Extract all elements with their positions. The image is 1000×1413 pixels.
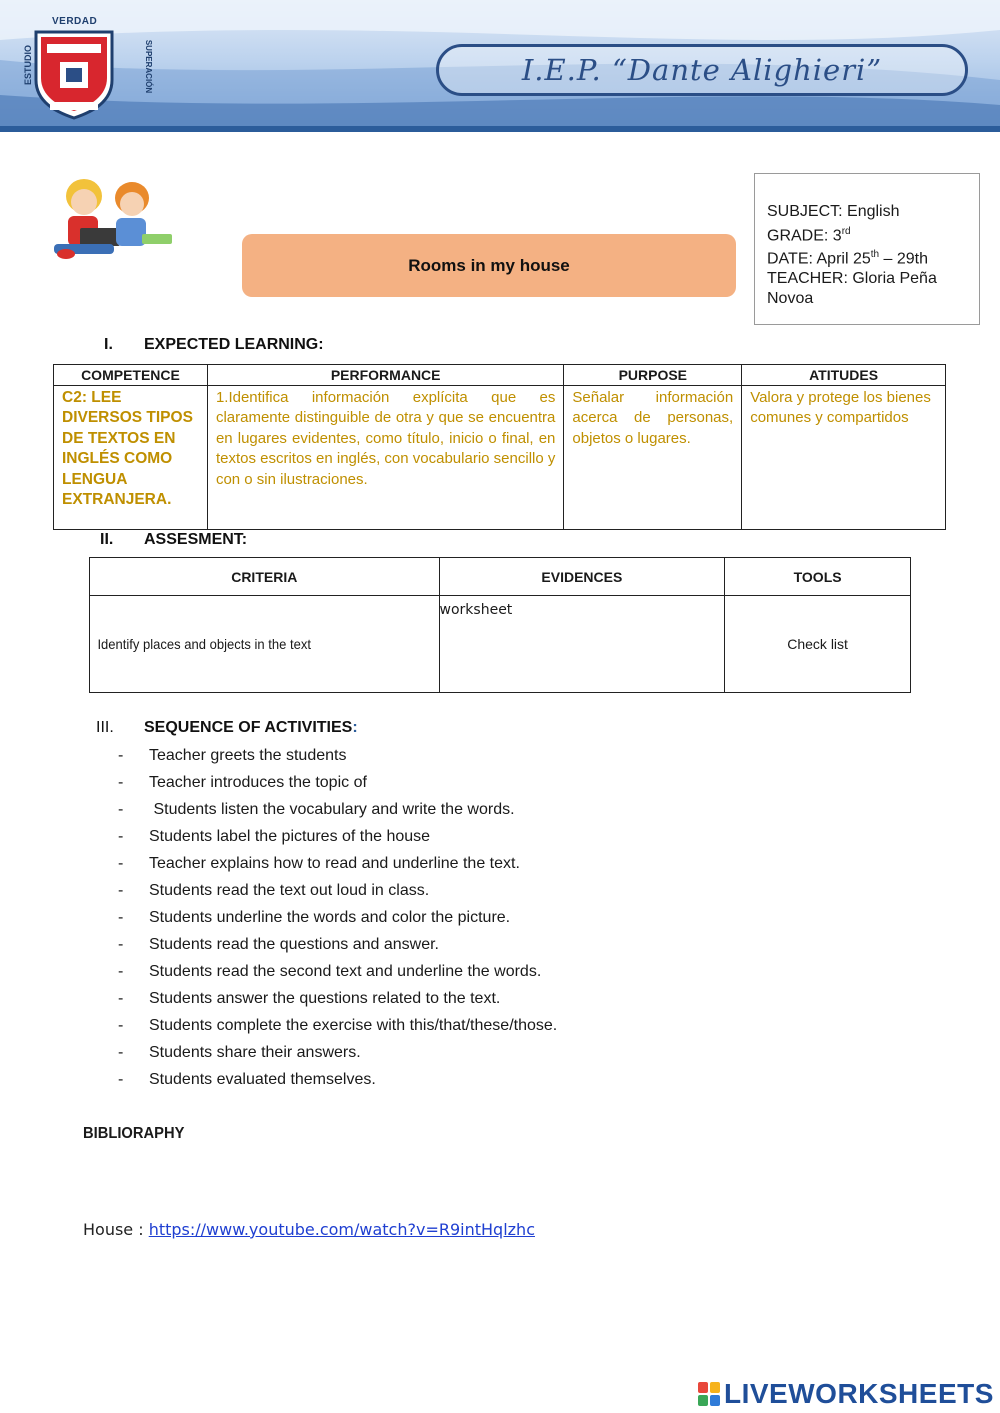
- bibliography-heading: BIBLIORAPHY: [83, 1125, 185, 1142]
- list-item: [118, 826, 818, 853]
- date-end: – 29th: [879, 250, 929, 268]
- grade-suffix: rd: [841, 225, 851, 237]
- kids-reading-illustration: [50, 170, 182, 262]
- list-item: [118, 1042, 818, 1069]
- purpose-cell: Señalar información acerca de personas, objetos o lugares.: [564, 386, 742, 530]
- bullet-dash: -: [118, 747, 124, 764]
- crest-right-label: SUPERACIÓN: [144, 39, 154, 94]
- course-info-box: [754, 173, 980, 325]
- activity-text: Students label the pictures of the house: [149, 828, 431, 845]
- column-header-criteria: CRITERIA: [90, 558, 440, 596]
- section-number: II.: [100, 531, 114, 548]
- crest-top-label: VERDAD: [52, 16, 98, 27]
- bullet-dash: -: [118, 990, 124, 1007]
- school-name: I.E.P. “Dante Alighieri”: [521, 53, 883, 87]
- bullet-dash: -: [118, 936, 124, 953]
- section-activities-heading: [96, 719, 358, 737]
- section-label: SEQUENCE OF ACTIVITIES: [144, 719, 353, 736]
- bullet-dash: -: [118, 963, 124, 980]
- section-number: III.: [96, 719, 114, 736]
- list-item: [118, 934, 818, 961]
- activity-text: Students answer the questions related to the text.: [149, 990, 501, 1007]
- list-item: [118, 1015, 818, 1042]
- activity-text: Students read the questions and answer.: [149, 936, 439, 953]
- bullet-dash: -: [118, 801, 124, 818]
- competence-cell: C2: LEE DIVERSOS TIPOS DE TEXTOS EN INGLÉS COMO LENGUA EXTRANJERA.: [54, 386, 208, 530]
- date-start: DATE: April 25: [767, 250, 871, 268]
- bullet-dash: -: [118, 855, 124, 872]
- list-item: [118, 988, 818, 1015]
- activity-text: Students listen the vocabulary and write the words.: [149, 801, 515, 818]
- bullet-dash: -: [118, 882, 124, 899]
- worksheet-title: Rooms in my house: [408, 255, 570, 275]
- list-item: [118, 1069, 818, 1096]
- bullet-dash: -: [118, 828, 124, 845]
- evidences-cell: worksheet: [439, 596, 725, 693]
- list-item: [118, 961, 818, 988]
- banner-bottom-rule: [0, 126, 1000, 132]
- bullet-dash: -: [118, 774, 124, 791]
- date-line: [767, 245, 967, 269]
- grade-line: [767, 222, 967, 246]
- table-row: [54, 386, 946, 530]
- table-row: [90, 596, 911, 693]
- section-assessment-heading: [100, 531, 247, 549]
- activity-text: Teacher explains how to read and underline the text.: [149, 855, 520, 872]
- activity-text: Teacher greets the students: [149, 747, 347, 764]
- liveworksheets-logo: [698, 1378, 994, 1410]
- bibliography-entry: [83, 1220, 535, 1239]
- column-header-performance: PERFORMANCE: [207, 365, 563, 386]
- column-header-purpose: PURPOSE: [564, 365, 742, 386]
- subject-line: SUBJECT: English: [767, 203, 900, 220]
- teacher-line: TEACHER: Gloria Peña Novoa: [767, 270, 937, 307]
- section-label: ASSESMENT:: [144, 531, 248, 548]
- grade-text: GRADE: 3: [767, 226, 842, 244]
- expected-learning-table: [53, 364, 946, 530]
- list-item: [118, 799, 818, 826]
- activity-text: Students read the second text and underline the words.: [149, 963, 542, 980]
- table-header-row: [90, 558, 911, 596]
- activity-text: Students underline the words and color the picture.: [149, 909, 511, 926]
- assessment-table: [89, 557, 911, 693]
- date-suffix-sup: th: [870, 249, 880, 261]
- column-header-competence: COMPETENCE: [54, 365, 208, 386]
- bibliography-label: House :: [83, 1220, 149, 1239]
- bullet-dash: -: [118, 909, 124, 926]
- activity-text: Students evaluated themselves.: [149, 1071, 376, 1088]
- list-item: [118, 880, 818, 907]
- criteria-cell: [90, 596, 440, 693]
- section-label: EXPECTED LEARNING:: [144, 336, 324, 353]
- activity-text: Students read the text out loud in class.: [149, 882, 430, 899]
- list-item: [118, 907, 818, 934]
- header-banner: [0, 0, 1000, 132]
- bullet-dash: -: [118, 1071, 124, 1088]
- liveworksheets-logo-icon: [698, 1382, 720, 1406]
- youtube-link[interactable]: https://www.youtube.com/watch?v=R9intHqlzhc: [148, 1220, 535, 1239]
- school-crest: [14, 10, 154, 122]
- school-name-badge: [436, 44, 968, 96]
- worksheet-title-banner: [242, 234, 736, 297]
- attitudes-cell: Valora y protege los bienes comunes y compartidos: [742, 386, 946, 530]
- bullet-dash: -: [118, 1017, 124, 1034]
- list-item: [118, 745, 818, 772]
- column-header-evidences: EVIDENCES: [439, 558, 725, 596]
- list-item: [118, 772, 818, 799]
- section-colon: :: [352, 719, 358, 736]
- activity-text: Teacher introduces the topic of: [149, 774, 367, 791]
- activities-list: [118, 745, 818, 1096]
- bullet-dash: -: [118, 1044, 124, 1061]
- tools-cell: Check list: [725, 596, 911, 693]
- activity-text: Students share their answers.: [149, 1044, 361, 1061]
- list-item: [118, 853, 818, 880]
- column-header-attitudes: ATITUDES: [742, 365, 946, 386]
- table-header-row: [54, 365, 946, 386]
- section-expected-learning-heading: [104, 336, 324, 354]
- section-number: I.: [104, 336, 113, 353]
- performance-cell: 1.Identifica información explícita que es claramente distinguible de otra y que se encuentra en lugares evidentes, como título, inicio o final, en textos escritos en inglés, con vocabulario sencillo y con o sin ilustraciones.: [207, 386, 563, 530]
- liveworksheets-logo-text: LIVEWORKSHEETS: [724, 1378, 994, 1409]
- crest-left-label: ESTUDIO: [23, 44, 34, 86]
- criteria-text: Identify places and objects in the text: [97, 636, 311, 652]
- column-header-tools: TOOLS: [725, 558, 911, 596]
- activity-text: Students complete the exercise with this/that/these/those.: [149, 1017, 558, 1034]
